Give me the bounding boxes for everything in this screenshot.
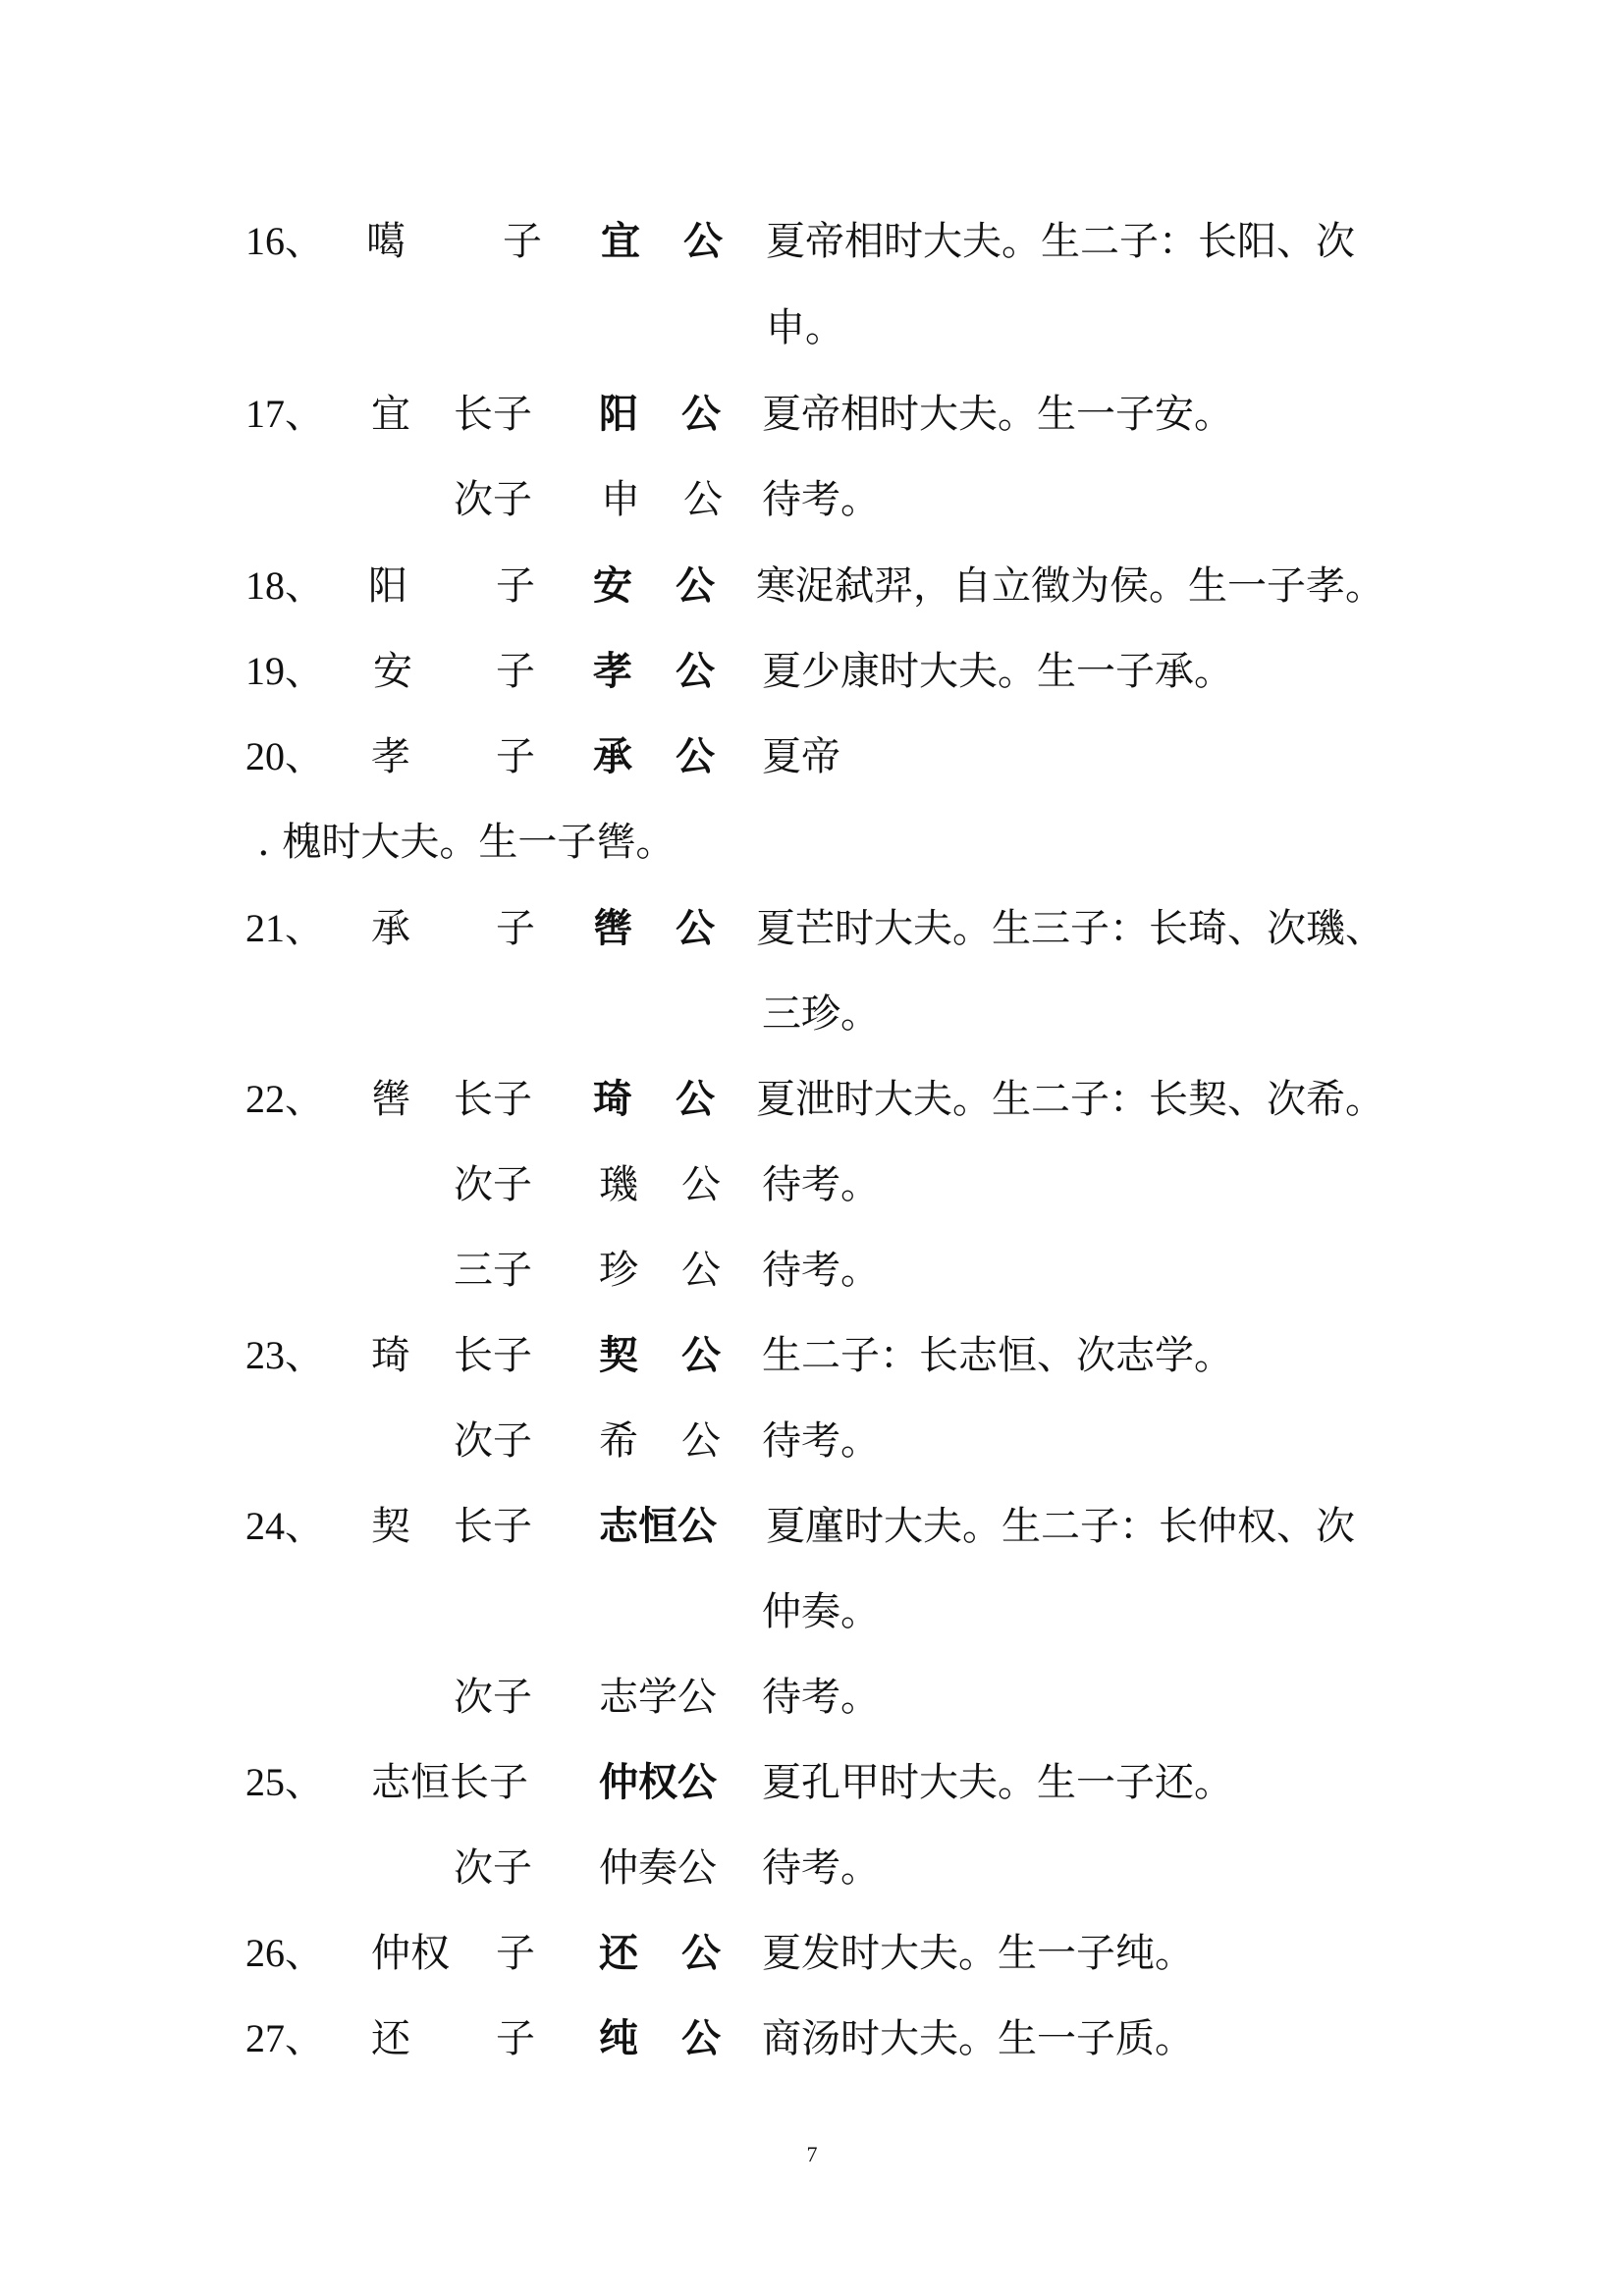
description: 夏发时大夫。生一子纯。 [762, 1931, 1194, 1976]
entry-number: 27、 [245, 2016, 324, 2060]
relation: 长子 [454, 392, 532, 437]
relation: 三子 [454, 1248, 532, 1293]
description: 夏芒时大夫。生三子：长琦、次璣、 [756, 906, 1384, 951]
parent-name: 志恒长子 [371, 1760, 528, 1805]
person-name: 志学公 [599, 1675, 717, 1720]
description: 生二子：长志恒、次志学。 [762, 1333, 1233, 1378]
relation: 子 [496, 649, 535, 694]
person-name: 安 [593, 562, 632, 609]
entry-24-continued [0, 1569, 1624, 1655]
description: 商汤时大夫。生一子质。 [762, 2016, 1194, 2061]
parent-name: 还 [371, 2016, 410, 2061]
description: 夏廑时大夫。生二子：长仲权、次 [766, 1504, 1355, 1549]
entry-17 [0, 371, 1624, 457]
person-name: 孝 [593, 648, 632, 694]
gong-title: 公 [676, 1076, 715, 1122]
entry-24-second-son [0, 1654, 1624, 1740]
entry-number: 19、 [245, 649, 324, 693]
gong-title: 公 [676, 562, 715, 609]
gong-title: 公 [683, 218, 723, 264]
page-number: 7 [806, 2142, 818, 2166]
description-continued: 申。 [766, 305, 844, 350]
entry-26 [0, 1910, 1624, 1997]
description: 待考。 [762, 477, 880, 522]
parent-name: 辔 [371, 1077, 410, 1122]
description: 夏帝 [762, 734, 840, 779]
description: 夏帝相时大夫。生一子安。 [762, 392, 1233, 437]
gong-title: 公 [676, 733, 715, 779]
parent-name: 安 [373, 649, 412, 694]
entry-16-continued [0, 285, 1624, 371]
gong-title: 公 [683, 477, 723, 522]
entry-22-second-son [0, 1142, 1624, 1228]
description-continued: 三珍。 [762, 991, 880, 1037]
relation: 次子 [454, 1418, 532, 1464]
description: 夏少康时大夫。生一子承。 [762, 649, 1233, 694]
relation: 长子 [454, 1077, 532, 1122]
parent-name: 承 [371, 906, 410, 951]
person-name: 宜 [601, 218, 640, 264]
parent-name: 琦 [371, 1333, 410, 1378]
description: 待考。 [762, 1418, 880, 1464]
entry-number: 24、 [245, 1504, 324, 1548]
relation: 子 [496, 563, 535, 609]
gong-title: 公 [676, 648, 715, 694]
description: 夏泄时大夫。生二子：长契、次希。 [756, 1077, 1384, 1122]
entry-23 [0, 1312, 1624, 1399]
person-name: 契 [599, 1332, 638, 1378]
entry-number: 18、 [245, 563, 324, 608]
description-wrapped: . 槐时大夫。生一子辔。 [257, 820, 676, 865]
entry-number: 26、 [245, 1931, 324, 1975]
parent-name: 宜 [371, 392, 410, 437]
person-name: 志恒公 [599, 1503, 717, 1549]
description: 寒浞弑羿，自立徵为侯。生一子孝。 [756, 563, 1384, 609]
gong-title: 公 [681, 1418, 721, 1464]
description: 待考。 [762, 1675, 880, 1720]
entry-16 [0, 198, 1624, 285]
relation: 次子 [454, 1675, 532, 1720]
relation: 次子 [454, 1162, 532, 1207]
relation: 子 [496, 906, 535, 951]
parent-name: 契 [371, 1504, 410, 1549]
gong-title: 公 [676, 905, 715, 951]
entry-25-second-son [0, 1825, 1624, 1911]
person-name: 阳 [599, 391, 638, 437]
entry-21 [0, 885, 1624, 972]
relation: 子 [496, 734, 535, 779]
description: 待考。 [762, 1845, 880, 1891]
person-name: 珍 [599, 1248, 638, 1293]
relation: 子 [496, 2016, 535, 2061]
parent-name: 噶 [366, 219, 406, 264]
description: 待考。 [762, 1248, 880, 1293]
entry-number: 22、 [245, 1077, 324, 1121]
entry-22 [0, 1056, 1624, 1143]
entry-19 [0, 628, 1624, 715]
entry-25 [0, 1739, 1624, 1826]
entry-17-second-son [0, 456, 1624, 543]
gong-title: 公 [681, 1930, 721, 1976]
person-name: 申 [601, 477, 640, 522]
gong-title: 公 [681, 2015, 721, 2061]
person-name: 璣 [599, 1162, 638, 1207]
person-name: 琦 [593, 1076, 632, 1122]
entry-number: 21、 [245, 906, 324, 950]
entry-24 [0, 1483, 1624, 1570]
person-name: 辔 [593, 905, 632, 951]
person-name: 仲权公 [599, 1759, 717, 1805]
parent-name: 孝 [371, 734, 410, 779]
relation: 子 [503, 219, 542, 264]
entry-number: 17、 [245, 392, 324, 436]
entry-20-wrapped [0, 799, 1624, 885]
description: 夏帝相时大夫。生二子：长阳、次 [766, 219, 1355, 264]
relation: 次子 [454, 1845, 532, 1891]
person-name: 承 [593, 733, 632, 779]
person-name: 还 [599, 1930, 638, 1976]
relation: 长子 [454, 1333, 532, 1378]
description: 待考。 [762, 1162, 880, 1207]
gong-title: 公 [681, 1332, 721, 1378]
gong-title: 公 [681, 1248, 721, 1293]
entry-18 [0, 543, 1624, 629]
entry-23-second-son [0, 1398, 1624, 1484]
relation: 长子 [454, 1504, 532, 1549]
gong-title: 公 [681, 1162, 721, 1207]
description-continued: 仲奏。 [762, 1589, 880, 1634]
entry-21-continued [0, 971, 1624, 1057]
entry-number: 25、 [245, 1760, 324, 1804]
entry-number: 20、 [245, 734, 324, 778]
relation: 次子 [454, 477, 532, 522]
entry-20 [0, 714, 1624, 800]
entry-number: 16、 [245, 219, 324, 263]
entry-number: 23、 [245, 1333, 324, 1377]
entry-27 [0, 1996, 1624, 2082]
parent-name: 仲权 [371, 1931, 450, 1976]
parent-name: 阳 [368, 563, 407, 609]
description: 夏孔甲时大夫。生一子还。 [762, 1760, 1233, 1805]
person-name: 纯 [599, 2015, 638, 2061]
relation: 子 [496, 1931, 535, 1976]
gong-title: 公 [681, 391, 721, 437]
entry-22-third-son [0, 1227, 1624, 1313]
person-name: 仲奏公 [599, 1845, 717, 1891]
person-name: 希 [599, 1418, 638, 1464]
